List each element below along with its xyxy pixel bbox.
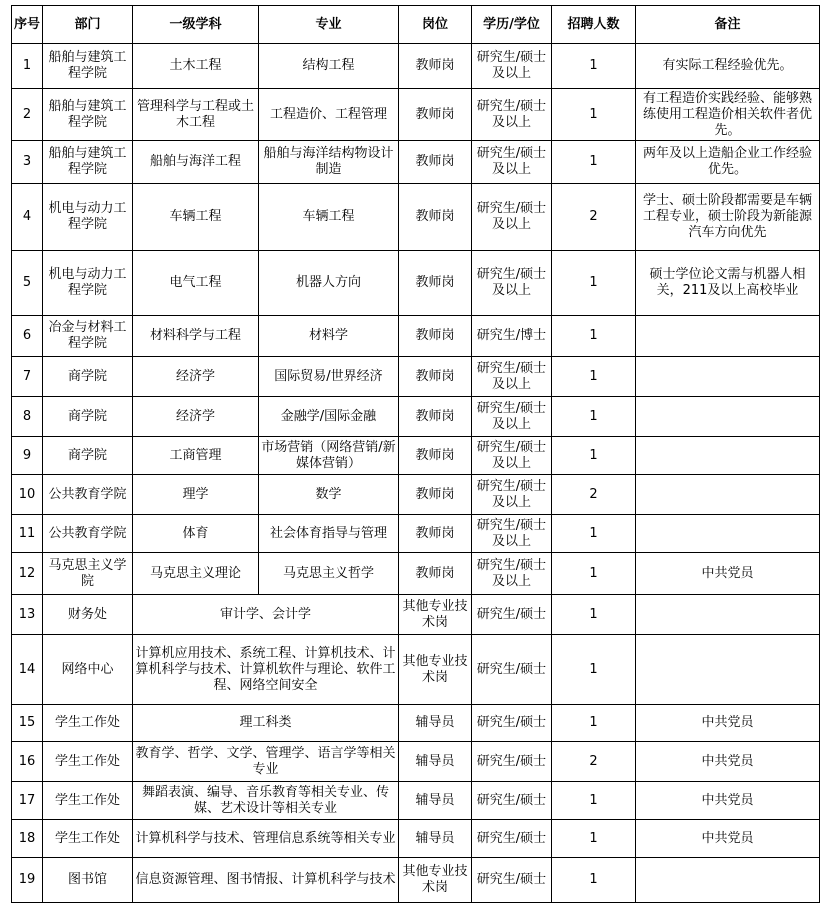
post-cell: 辅导员 — [399, 782, 472, 820]
count-cell: 2 — [552, 475, 636, 515]
department-cell: 公共教育学院 — [43, 475, 133, 515]
row-number: 5 — [12, 251, 43, 316]
discipline-major-cell: 舞蹈表演、编导、音乐教育等相关专业、传媒、艺术设计等相关专业 — [133, 782, 399, 820]
degree-cell: 研究生/硕士及以上 — [472, 515, 552, 553]
note-cell — [636, 858, 820, 903]
table-row — [12, 742, 820, 782]
header-cell: 部门 — [43, 6, 133, 44]
row-number: 11 — [12, 515, 43, 553]
table-row — [12, 141, 820, 184]
count-cell: 1 — [552, 553, 636, 595]
discipline-major-cell: 计算机科学与技术、管理信息系统等相关专业 — [133, 820, 399, 858]
department-cell: 学生工作处 — [43, 782, 133, 820]
major-cell: 数学 — [259, 475, 399, 515]
discipline-cell: 材料科学与工程 — [133, 316, 259, 357]
row-number: 16 — [12, 742, 43, 782]
degree-cell: 研究生/硕士 — [472, 635, 552, 705]
department-cell: 商学院 — [43, 397, 133, 437]
discipline-major-cell: 理工科类 — [133, 705, 399, 742]
table-row — [12, 89, 820, 141]
degree-cell: 研究生/硕士及以上 — [472, 437, 552, 475]
degree-cell: 研究生/硕士及以上 — [472, 44, 552, 89]
note-cell: 中共党员 — [636, 782, 820, 820]
table-row — [12, 437, 820, 475]
post-cell: 教师岗 — [399, 515, 472, 553]
count-cell: 1 — [552, 316, 636, 357]
degree-cell: 研究生/硕士及以上 — [472, 184, 552, 251]
count-cell: 1 — [552, 820, 636, 858]
post-cell: 教师岗 — [399, 89, 472, 141]
note-cell: 学士、硕士阶段都需要是车辆工程专业，硕士阶段为新能源汽车方向优先 — [636, 184, 820, 251]
department-cell: 商学院 — [43, 437, 133, 475]
table-row — [12, 515, 820, 553]
post-cell: 教师岗 — [399, 44, 472, 89]
row-number: 17 — [12, 782, 43, 820]
note-cell — [636, 635, 820, 705]
note-cell: 有实际工程经验优先。 — [636, 44, 820, 89]
post-cell: 其他专业技术岗 — [399, 635, 472, 705]
degree-cell: 研究生/硕士及以上 — [472, 89, 552, 141]
row-number: 10 — [12, 475, 43, 515]
discipline-major-cell: 审计学、会计学 — [133, 595, 399, 635]
degree-cell: 研究生/硕士及以上 — [472, 251, 552, 316]
degree-cell: 研究生/硕士及以上 — [472, 553, 552, 595]
post-cell: 教师岗 — [399, 316, 472, 357]
header-cell: 招聘人数 — [552, 6, 636, 44]
degree-cell: 研究生/硕士 — [472, 782, 552, 820]
post-cell: 教师岗 — [399, 553, 472, 595]
discipline-cell: 马克思主义理论 — [133, 553, 259, 595]
recruitment-table — [11, 5, 820, 903]
department-cell: 学生工作处 — [43, 820, 133, 858]
header-cell: 一级学科 — [133, 6, 259, 44]
row-number: 7 — [12, 357, 43, 397]
table-row — [12, 316, 820, 357]
degree-cell: 研究生/硕士及以上 — [472, 475, 552, 515]
table-row — [12, 44, 820, 89]
count-cell: 2 — [552, 184, 636, 251]
row-number: 19 — [12, 858, 43, 903]
count-cell: 1 — [552, 635, 636, 705]
major-cell: 金融学/国际金融 — [259, 397, 399, 437]
major-cell: 工程造价、工程管理 — [259, 89, 399, 141]
note-cell: 中共党员 — [636, 553, 820, 595]
header-cell: 学历/学位 — [472, 6, 552, 44]
discipline-cell: 工商管理 — [133, 437, 259, 475]
department-cell: 图书馆 — [43, 858, 133, 903]
post-cell: 教师岗 — [399, 357, 472, 397]
department-cell: 财务处 — [43, 595, 133, 635]
degree-cell: 研究生/硕士 — [472, 705, 552, 742]
count-cell: 1 — [552, 141, 636, 184]
post-cell: 其他专业技术岗 — [399, 595, 472, 635]
row-number: 6 — [12, 316, 43, 357]
degree-cell: 研究生/硕士 — [472, 858, 552, 903]
post-cell: 教师岗 — [399, 184, 472, 251]
header-cell: 专业 — [259, 6, 399, 44]
note-cell: 中共党员 — [636, 705, 820, 742]
table-row — [12, 705, 820, 742]
major-cell: 车辆工程 — [259, 184, 399, 251]
post-cell: 教师岗 — [399, 397, 472, 437]
discipline-cell: 管理科学与工程或土木工程 — [133, 89, 259, 141]
count-cell: 1 — [552, 44, 636, 89]
table-row — [12, 397, 820, 437]
table-row — [12, 553, 820, 595]
discipline-cell: 电气工程 — [133, 251, 259, 316]
count-cell: 1 — [552, 397, 636, 437]
note-cell — [636, 357, 820, 397]
note-cell: 有工程造价实践经验、能够熟练使用工程造价相关软件者优先。 — [636, 89, 820, 141]
note-cell — [636, 475, 820, 515]
row-number: 14 — [12, 635, 43, 705]
discipline-major-cell: 计算机应用技术、系统工程、计算机技术、计算机科学与技术、计算机软件与理论、软件工程、网络空间安全 — [133, 635, 399, 705]
row-number: 8 — [12, 397, 43, 437]
row-number: 18 — [12, 820, 43, 858]
major-cell: 市场营销（网络营销/新媒体营销） — [259, 437, 399, 475]
department-cell: 商学院 — [43, 357, 133, 397]
note-cell: 硕士学位论文需与机器人相关，211及以上高校毕业 — [636, 251, 820, 316]
count-cell: 1 — [552, 89, 636, 141]
discipline-cell: 理学 — [133, 475, 259, 515]
row-number: 15 — [12, 705, 43, 742]
discipline-major-cell: 信息资源管理、图书情报、计算机科学与技术 — [133, 858, 399, 903]
major-cell: 马克思主义哲学 — [259, 553, 399, 595]
header-cell: 序号 — [12, 6, 43, 44]
note-cell — [636, 316, 820, 357]
row-number: 1 — [12, 44, 43, 89]
count-cell: 1 — [552, 357, 636, 397]
degree-cell: 研究生/硕士 — [472, 820, 552, 858]
table-row — [12, 635, 820, 705]
degree-cell: 研究生/博士 — [472, 316, 552, 357]
department-cell: 公共教育学院 — [43, 515, 133, 553]
count-cell: 1 — [552, 705, 636, 742]
row-number: 2 — [12, 89, 43, 141]
major-cell: 材料学 — [259, 316, 399, 357]
row-number: 4 — [12, 184, 43, 251]
table-row — [12, 184, 820, 251]
table-row — [12, 782, 820, 820]
major-cell: 国际贸易/世界经济 — [259, 357, 399, 397]
department-cell: 机电与动力工程学院 — [43, 251, 133, 316]
count-cell: 1 — [552, 858, 636, 903]
post-cell: 教师岗 — [399, 475, 472, 515]
header-row — [12, 6, 820, 44]
department-cell: 船舶与建筑工程学院 — [43, 141, 133, 184]
post-cell: 教师岗 — [399, 141, 472, 184]
post-cell: 其他专业技术岗 — [399, 858, 472, 903]
post-cell: 辅导员 — [399, 820, 472, 858]
post-cell: 教师岗 — [399, 251, 472, 316]
table-row — [12, 820, 820, 858]
discipline-major-cell: 教育学、哲学、文学、管理学、语言学等相关专业 — [133, 742, 399, 782]
note-cell — [636, 595, 820, 635]
post-cell: 教师岗 — [399, 437, 472, 475]
table-row — [12, 251, 820, 316]
header-cell: 岗位 — [399, 6, 472, 44]
department-cell: 船舶与建筑工程学院 — [43, 89, 133, 141]
discipline-cell: 车辆工程 — [133, 184, 259, 251]
department-cell: 马克思主义学院 — [43, 553, 133, 595]
degree-cell: 研究生/硕士 — [472, 742, 552, 782]
header-cell: 备注 — [636, 6, 820, 44]
post-cell: 辅导员 — [399, 705, 472, 742]
discipline-cell: 土木工程 — [133, 44, 259, 89]
table-row — [12, 595, 820, 635]
note-cell: 两年及以上造船企业工作经验优先。 — [636, 141, 820, 184]
count-cell: 1 — [552, 437, 636, 475]
note-cell: 中共党员 — [636, 742, 820, 782]
count-cell: 1 — [552, 595, 636, 635]
department-cell: 船舶与建筑工程学院 — [43, 44, 133, 89]
department-cell: 网络中心 — [43, 635, 133, 705]
discipline-cell: 体育 — [133, 515, 259, 553]
row-number: 3 — [12, 141, 43, 184]
count-cell: 1 — [552, 515, 636, 553]
department-cell: 机电与动力工程学院 — [43, 184, 133, 251]
table-row — [12, 475, 820, 515]
discipline-cell: 船舶与海洋工程 — [133, 141, 259, 184]
row-number: 12 — [12, 553, 43, 595]
major-cell: 船舶与海洋结构物设计制造 — [259, 141, 399, 184]
note-cell — [636, 515, 820, 553]
degree-cell: 研究生/硕士及以上 — [472, 357, 552, 397]
discipline-cell: 经济学 — [133, 357, 259, 397]
discipline-cell: 经济学 — [133, 397, 259, 437]
degree-cell: 研究生/硕士及以上 — [472, 141, 552, 184]
degree-cell: 研究生/硕士及以上 — [472, 397, 552, 437]
table-row — [12, 858, 820, 903]
department-cell: 学生工作处 — [43, 705, 133, 742]
degree-cell: 研究生/硕士 — [472, 595, 552, 635]
row-number: 9 — [12, 437, 43, 475]
note-cell: 中共党员 — [636, 820, 820, 858]
department-cell: 冶金与材料工程学院 — [43, 316, 133, 357]
note-cell — [636, 437, 820, 475]
major-cell: 社会体育指导与管理 — [259, 515, 399, 553]
count-cell: 2 — [552, 742, 636, 782]
table-row — [12, 357, 820, 397]
post-cell: 辅导员 — [399, 742, 472, 782]
note-cell — [636, 397, 820, 437]
count-cell: 1 — [552, 782, 636, 820]
department-cell: 学生工作处 — [43, 742, 133, 782]
count-cell: 1 — [552, 251, 636, 316]
major-cell: 结构工程 — [259, 44, 399, 89]
row-number: 13 — [12, 595, 43, 635]
major-cell: 机器人方向 — [259, 251, 399, 316]
